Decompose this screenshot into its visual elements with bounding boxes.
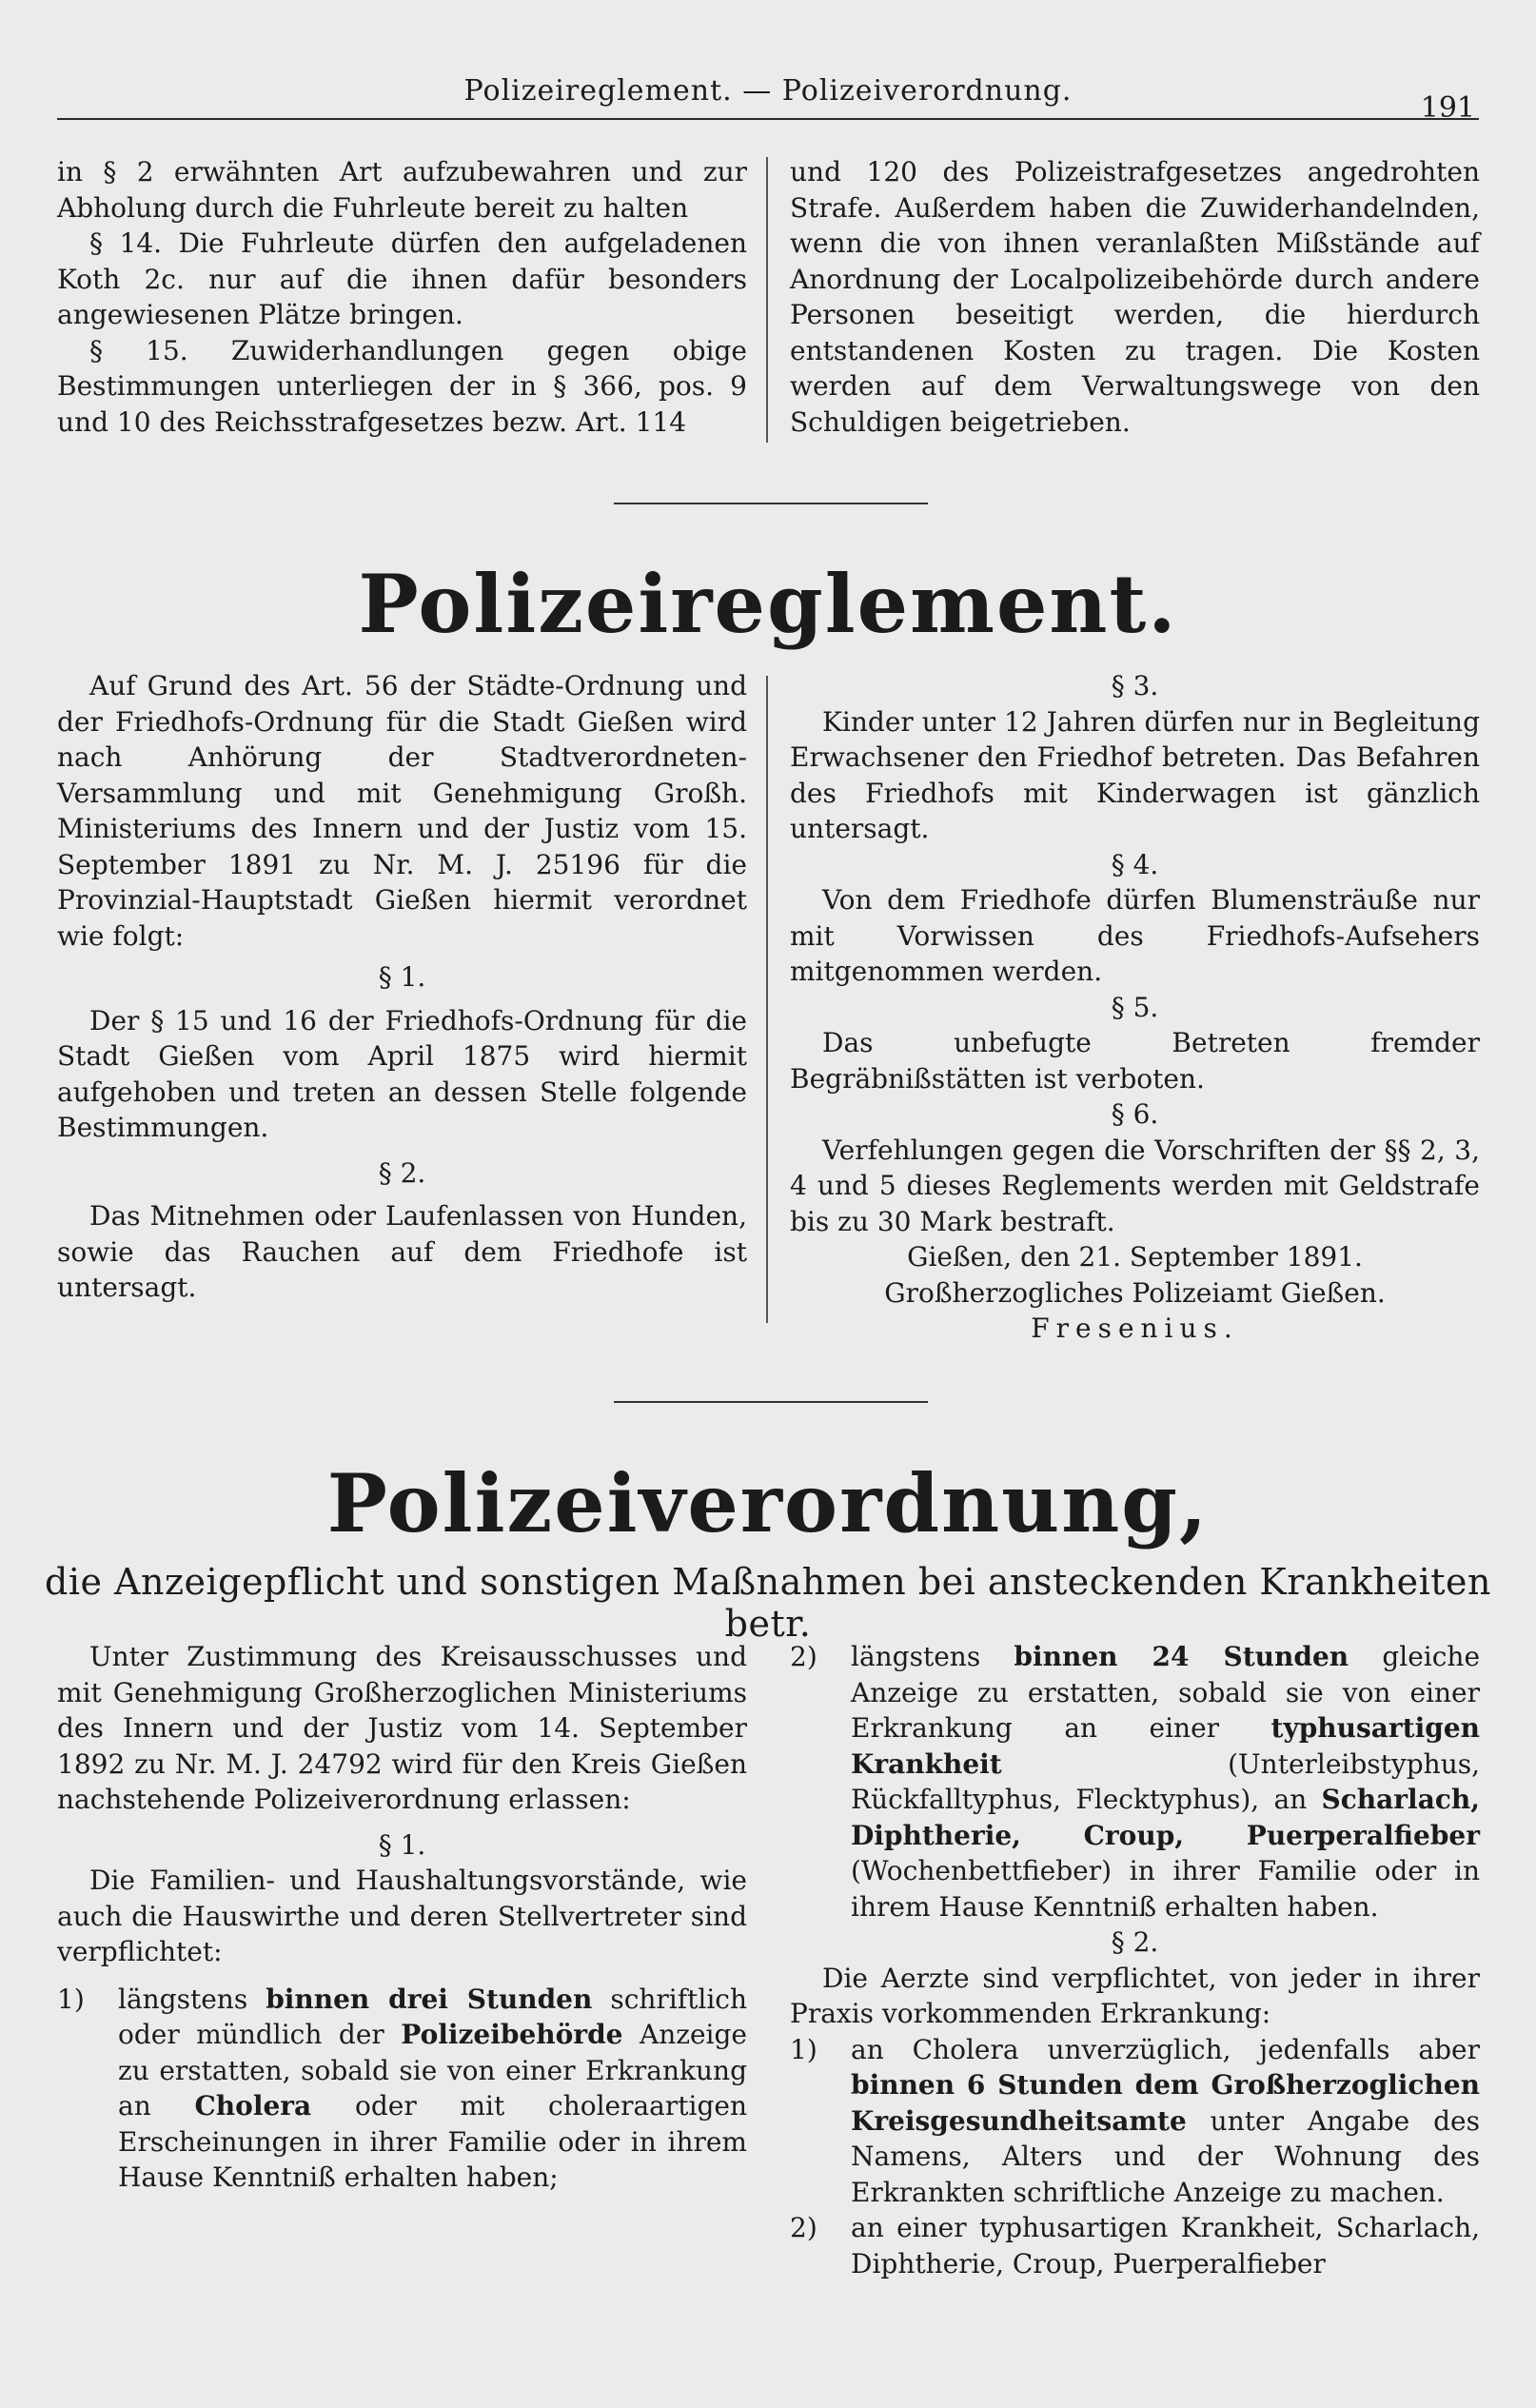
paragraph: § 14. Die Fuhrleute dürfen den aufgeladenen Koth 2c. nur auf die ihnen dafür besonders angewiesenen Plätze bringen. xyxy=(57,227,747,330)
list-item xyxy=(57,1982,747,2196)
section-heading: § 1. xyxy=(378,961,426,993)
paragraph: Der § 15 und 16 der Friedhofs-Ordnung für die Stadt Gießen vom April 1875 wird hiermit aufgehoben und treten an dessen Stelle folgende Bestimmungen. xyxy=(57,1004,747,1143)
text-run: schriftlich oder mündlich der xyxy=(118,1983,747,2050)
paragraph: Das unbefugte Betreten fremder Begräbnißstätten ist verboten. xyxy=(790,1027,1480,1095)
list-item xyxy=(790,2210,1480,2281)
section-separator xyxy=(614,1401,928,1403)
paragraph: Das Mitnehmen oder Laufenlassen von Hunden, sowie das Rauchen auf dem Friedhofe ist untersagt. xyxy=(57,1200,747,1303)
list-number: 2) xyxy=(790,2212,817,2243)
list-text xyxy=(851,2032,1480,2211)
reglement-right-column xyxy=(790,668,1480,1347)
paragraph: Die Familien- und Haushaltungsvorstände, wie auch die Hauswirthe und deren Stellvertreter sind verpflichtet: xyxy=(57,1865,747,1967)
text-run: unter Angabe des Namens, Alters und der Wohnung des Erkrankten schriftliche Anzeige zu machen. xyxy=(851,2104,1480,2208)
authority-line: Großherzogliches Polizeiamt Gießen. xyxy=(884,1276,1386,1309)
emphasis: Polizeibehörde xyxy=(401,2019,623,2050)
column-divider xyxy=(766,676,768,1323)
text-run: oder mit choleraartigen Erscheinungen in ihrer Familie oder in ihrem Hause Kenntniß erhalten haben; xyxy=(118,2090,747,2193)
section-title: Polizeiverordnung, xyxy=(326,1456,1210,1550)
section-heading: § 6. xyxy=(1111,1098,1159,1130)
section-heading: § 3. xyxy=(1111,670,1159,701)
date-line: Gießen, den 21. September 1891. xyxy=(907,1241,1363,1273)
list-text xyxy=(851,1639,1480,1924)
paragraph: Unter Zustimmung des Kreisausschusses und mit Genehmigung Großherzoglichen Ministeriums des Innern und der Justiz vom 14. September 1892 zu Nr. M. J. 24792 wird für den Kreis Gießen nachstehende Polizeiverordnung erlassen: xyxy=(57,1641,747,1815)
top-left-column xyxy=(57,154,747,440)
list-text xyxy=(118,1982,747,2196)
paragraph: § 15. Zuwiderhandlungen gegen obige Bestimmungen unterliegen der in § 366, pos. 9 und 10 des Reichsstrafgesetzes bezw. Art. 114 xyxy=(57,334,747,438)
text-run: an Cholera unverzüglich, jedenfalls aber xyxy=(851,2033,1480,2065)
text-run: (Wochenbettfieber) in ihrer Familie oder in ihrem Hause Kenntniß erhalten haben. xyxy=(851,1855,1480,1923)
column-divider xyxy=(766,157,768,443)
section-heading: § 1. xyxy=(378,1828,426,1861)
paragraph: Von dem Friedhofe dürfen Blumensträuße nur mit Vorwissen des Friedhofs-Aufsehers mitgenommen werden. xyxy=(790,884,1480,987)
emphasis: binnen 24 Stunden xyxy=(1014,1641,1349,1672)
list-text: an einer typhusartigen Krankheit, Scharlach, Diphtherie, Croup, Puerperalfieber xyxy=(851,2212,1480,2280)
reglement-left-column xyxy=(57,668,747,1306)
list-item xyxy=(790,1639,1480,1924)
text-run: längstens xyxy=(851,1641,1014,1672)
list-number: 1) xyxy=(790,2033,817,2065)
top-right-column xyxy=(790,154,1480,440)
paragraph: und 120 des Polizeistrafgesetzes angedrohten Strafe. Außerdem haben die Zuwiderhandelnden, wenn die von ihnen veranlaßten Mißstände auf Anordnung der Localpolizeibehörde durch andere Personen beseitigt werden, die hierdurch entstandenen Kosten zu tragen. Die Kosten werden auf dem Verwaltungswege von den Schuldigen beigetrieben. xyxy=(790,156,1480,438)
page-number: 191 xyxy=(1420,91,1475,125)
list-item xyxy=(790,2032,1480,2211)
emphasis: binnen 6 Stunden dem Großherzoglichen Kreisgesundheitsamte xyxy=(851,2069,1480,2137)
paragraph: Kinder unter 12 Jahren dürfen nur in Begleitung Erwachsener den Friedhof betreten. Das Befahren des Friedhofs mit Kinderwagen ist gänzlich untersagt. xyxy=(790,705,1480,844)
verordnung-right-column xyxy=(790,1639,1480,2281)
verordnung-left-column xyxy=(57,1639,747,2196)
text-run: gleiche Anzeige zu erstatten, sobald sie von einer Erkrankung an einer xyxy=(851,1641,1481,1744)
running-title: Polizeireglement. — Polizeiverordnung. xyxy=(463,74,1073,108)
text-run: längstens xyxy=(118,1983,266,2015)
text-run: Anzeige zu erstatten, sobald sie von einer Erkrankung an xyxy=(118,2019,747,2122)
emphasis: Cholera xyxy=(194,2090,312,2122)
running-header xyxy=(57,69,1479,125)
list-number: 2) xyxy=(790,1641,817,1672)
section-heading: § 2. xyxy=(378,1156,426,1189)
section-title: Polizeireglement. xyxy=(358,557,1178,651)
section-heading: § 5. xyxy=(1111,991,1159,1023)
section-separator xyxy=(614,503,928,504)
text-run: (Unterleibstyphus, Rückfalltyphus, Flecktyphus), an xyxy=(851,1747,1480,1815)
paragraph: Die Aerzte sind verpflichtet, von jeder in ihrer Praxis vorkommenden Erkrankung: xyxy=(790,1962,1480,2029)
emphasis: Scharlach, Diphtherie, Croup, Puerperalfieber xyxy=(851,1784,1480,1851)
signature: Fresenius. xyxy=(1031,1313,1239,1344)
paragraph: Auf Grund des Art. 56 der Städte-Ordnung und der Friedhofs-Ordnung für die Stadt Gießen wird nach Anhörung der Stadtverordneten-Versammlung und mit Genehmigung Großh. Ministeriums des Innern und der Justiz vom 15. September 1891 zu Nr. M. J. 25196 für die Provinzial-Hauptstadt Gießen hiermit verordnet wie folgt: xyxy=(57,670,747,952)
emphasis: typhusartigen Krankheit xyxy=(851,1712,1480,1780)
list-number: 1) xyxy=(57,1983,85,2015)
section-heading: § 4. xyxy=(1111,848,1159,880)
section-subtitle: die Anzeigepflicht und sonstigen Maßnahmen bei ansteckenden Krankheiten betr. xyxy=(45,1561,1491,1645)
paragraph: Verfehlungen gegen die Vorschriften der §§ 2, 3, 4 und 5 dieses Reglements werden mit Geldstrafe bis zu 30 Mark bestraft. xyxy=(790,1134,1480,1237)
paragraph: in § 2 erwähnten Art aufzubewahren und zur Abholung durch die Fuhrleute bereit zu halten xyxy=(57,156,747,224)
emphasis: binnen drei Stunden xyxy=(266,1983,593,2015)
section-heading: § 2. xyxy=(1111,1926,1159,1958)
